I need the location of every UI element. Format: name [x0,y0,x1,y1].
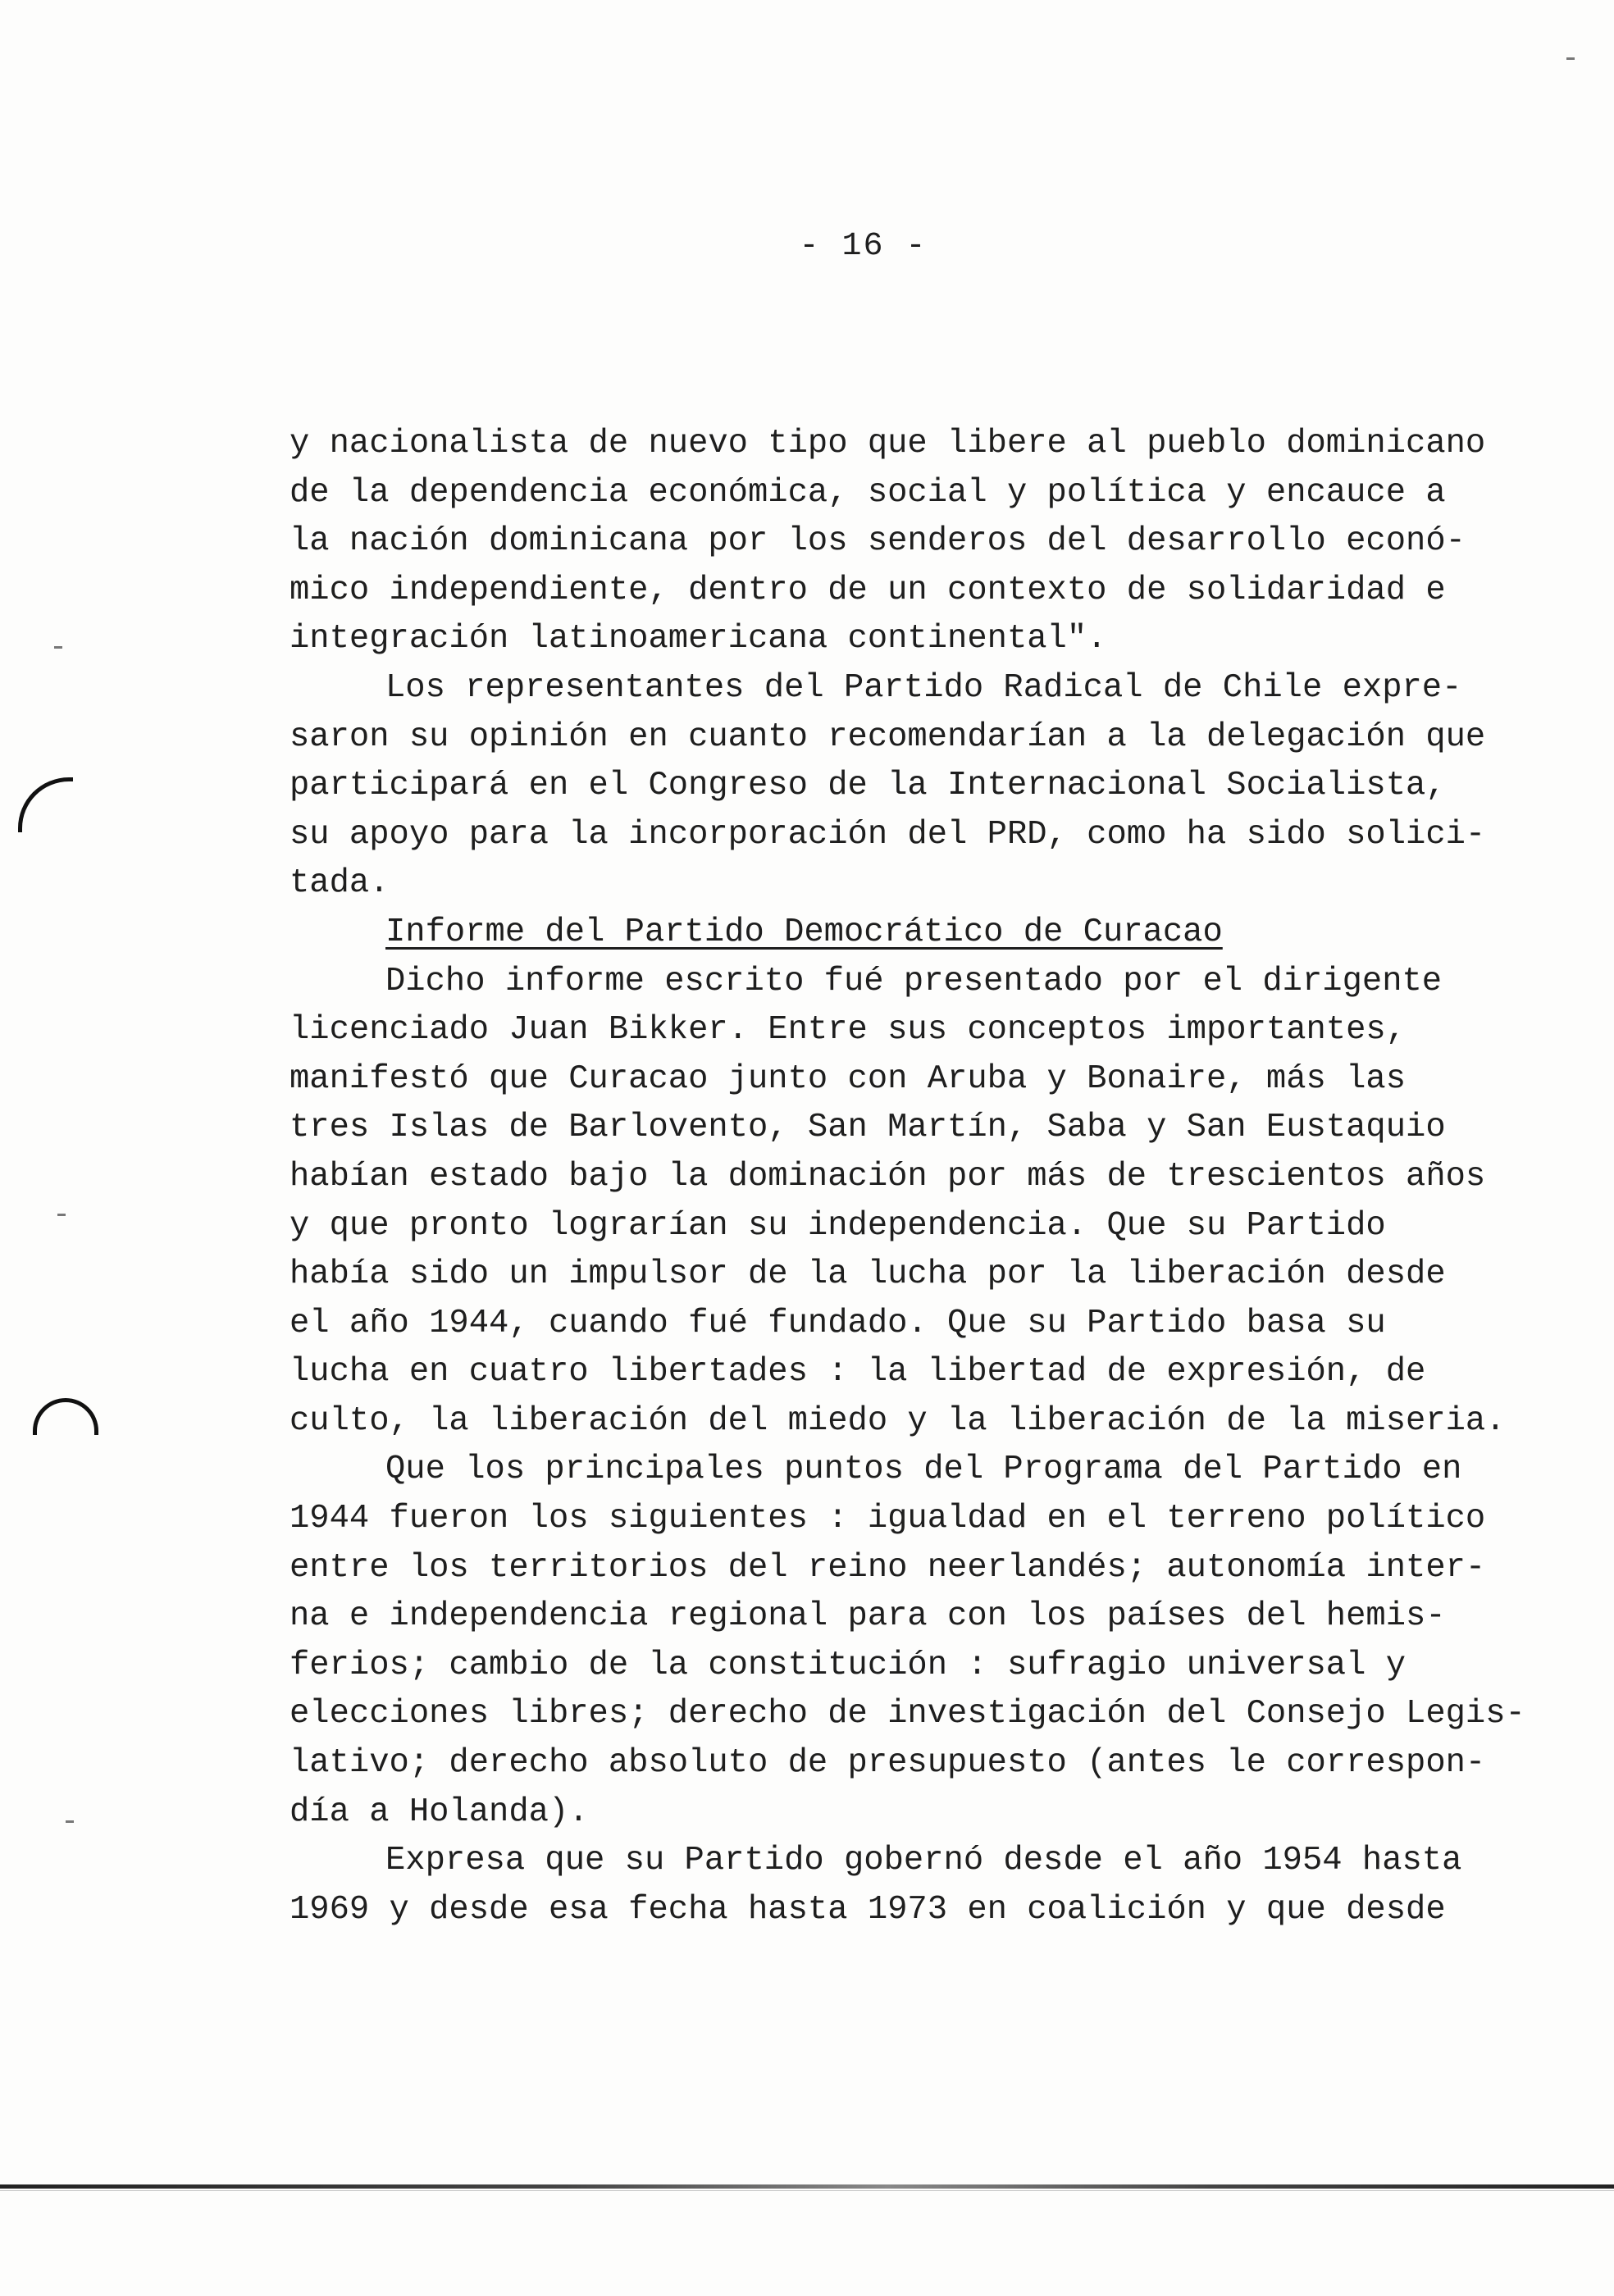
text-line: su apoyo para la incorporación del PRD, como ha sido solici- [290,815,1486,854]
text-line: la nación dominicana por los senderos del desarrollo econó- [290,522,1466,561]
text-line: Expresa que su Partido gobernó desde el año 1954 hasta [385,1842,1462,1880]
text-line: tres Islas de Barlovento, San Martín, Saba y San Eustaquio [290,1109,1446,1147]
text-line: elecciones libres; derecho de investigación del Consejo Legis- [290,1695,1525,1733]
margin-mark [18,777,73,832]
text-line: lucha en cuatro libertades : la libertad de expresión, de [290,1353,1426,1392]
text-line: día a Holanda). [290,1793,589,1831]
text-line: Los representantes del Partido Radical de Chile expre- [385,668,1462,707]
text-line: el año 1944, cuando fué fundado. Que su Partido basa su [290,1304,1386,1342]
margin-mark [33,1398,98,1435]
body-text [290,420,1528,1934]
text-line: entre los territorios del reino neerlandés; autonomía inter- [290,1548,1486,1587]
text-line: culto, la liberación del miedo y la liberación de la miseria. [290,1401,1506,1440]
text-line: 1969 y desde esa fecha hasta 1973 en coalición y que desde [290,1890,1446,1929]
margin-tick [54,646,62,649]
text-line: integración latinoamericana continental". [290,620,1107,658]
text-line: mico independiente, dentro de un contexto de solidaridad e [290,571,1446,609]
bottom-rule-shadow [0,2190,1614,2191]
text-line: tada. [290,864,390,903]
text-line: Dicho informe escrito fué presentado por el dirigente [385,962,1443,1000]
text-line: lativo; derecho absoluto de presupuesto (antes le correspon- [290,1744,1486,1783]
text-line: y nacionalista de nuevo tipo que libere al pueblo dominicano [290,425,1486,462]
text-line: habían estado bajo la dominación por más de trescientos años [290,1157,1486,1196]
margin-tick [1566,57,1575,60]
text-line: ferios; cambio de la constitución : sufragio universal y [290,1646,1407,1684]
text-line: saron su opinión en cuanto recomendarían a la delegación que [290,718,1486,756]
section-heading [290,909,1528,958]
bottom-rule [0,2184,1614,2189]
text-line: licenciado Juan Bikker. Entre sus conceptos importantes, [290,1011,1407,1050]
text-line: 1944 fueron los siguientes : igualdad en el terreno político [290,1500,1486,1538]
text-line: manifestó que Curacao junto con Aruba y Bonaire, más las [290,1059,1407,1098]
margin-tick [57,1214,66,1216]
section-heading-text: Informe del Partido Democrático de Curacao [385,913,1223,951]
text-line: na e independencia regional para con los países del hemis- [290,1597,1446,1636]
page-number: - 16 - [799,228,928,265]
text-line: había sido un impulsor de la lucha por la liberación desde [290,1255,1446,1294]
text-line: de la dependencia económica, social y política y encauce a [290,473,1446,512]
margin-tick [66,1820,74,1823]
text-line: participará en el Congreso de la Internacional Socialista, [290,767,1446,805]
text-line: y que pronto lograrían su independencia. Que su Partido [290,1206,1386,1245]
text-line: Que los principales puntos del Programa del Partido en [385,1451,1462,1489]
